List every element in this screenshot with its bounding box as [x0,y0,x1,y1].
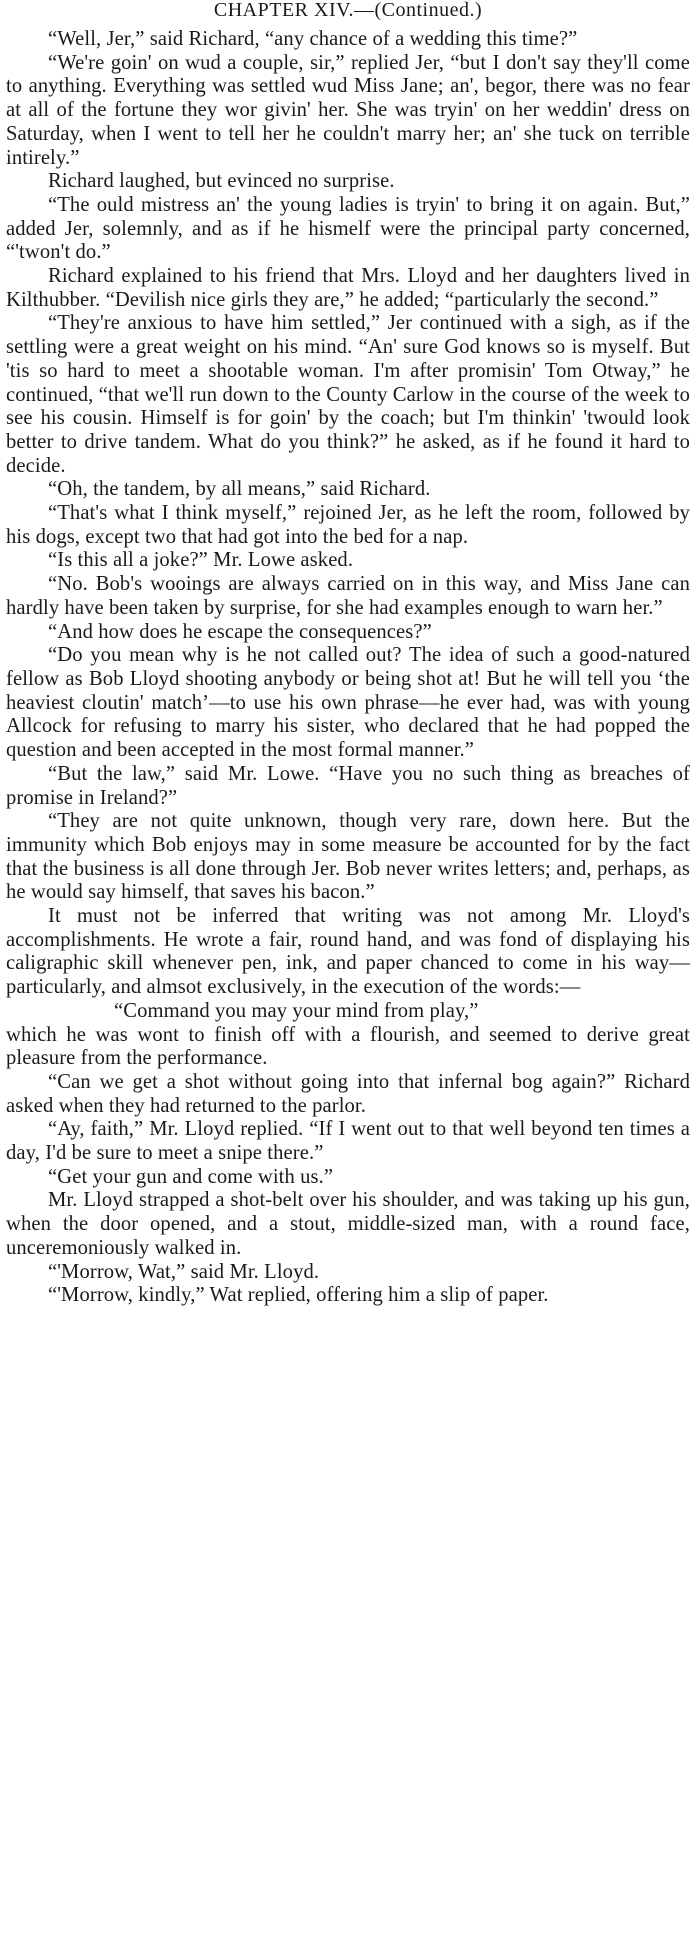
paragraph: “Get your gun and come with us.” [48,1165,334,1188]
paragraph: “'Morrow, kindly,” Wat replied, offering him a slip of paper. [48,1284,549,1307]
paragraph: “'Morrow, Wat,” said Mr. Lloyd. [48,1260,320,1283]
paragraph: “The ould mistress an' the young ladies is tryin' to bring it on again. But,” added Jer, solemnly, and as if he hismelf were the principal party concerned, “'twon't do.” [6,193,690,264]
paragraph: “But the law,” said Mr. Lowe. “Have you no such thing as breaches of promise in Ireland?” [6,762,690,809]
quoted-verse: “Command you may your mind from play,” [114,999,479,1022]
paragraph: Mr. Lloyd strapped a shot-belt over his shoulder, and was taking up his gun, when the door opened, and a stout, middle-sized man, with a round face, unceremoniously walked in. [6,1189,690,1259]
paragraph: “Can we get a shot without going into that infernal bog again?” Richard asked when they had returned to the parlor. [6,1070,690,1117]
chapter-heading: CHAPTER XIV.—(Continued.) [213,0,483,21]
paragraph: “They're anxious to have him settled,” Jer continued with a sigh, as if the settling were a great weight on his mind. “An' sure God knows so is myself. But 'tis so hard to meet a shootable woman. I'm after promisin' Tom Otway,” he continued, “that we'll run down to the County Carlow in the course of the week to see his cousin. Himself is for goin' by the coach; but I'm thinkin' 'twould look better to drive tandem. What do you think?” he asked, as if he found it hard to decide. [6,312,690,477]
paragraph: It must not be inferred that writing was not among Mr. Lloyd's accomplishments. He wrote a fair, round hand, and was fond of displaying his caligraphic skill whenever pen, ink, and paper chanced to come in his way—particularly, and almsot exclusively, in the execution of the words:— [6,905,690,999]
paragraph: “Do you mean why is he not called out? The idea of such a good-natured fellow as Bob Lloyd shooting anybody or being shot at! But he will tell you ‘the heaviest cloutin' match’—to use his own phrase—he ever had, was with young Allcock for refusing to marry his sister, who declared that he had popped the question and been accepted in the most formal manner.” [6,644,690,762]
paragraph: “Well, Jer,” said Richard, “any chance of a wedding this time?” [48,28,578,50]
paragraph: “They are not quite unknown, though very rare, down here. But the immunity which Bob enjoys may in some measure be accounted for by the fact that the business is all done through Jer. Bob never writes letters; and, perhaps, as he would say himself, that saves his bacon.” [6,810,690,904]
paragraph: “Is this all a joke?” Mr. Lowe asked. [48,549,354,572]
paragraph: Richard explained to his friend that Mrs. Lloyd and her daughters lived in Kilthubber. “Devilish nice girls they are,” he added; “particularly the second.” [6,265,690,311]
paragraph: “No. Bob's wooings are always carried on in this way, and Miss Jane can hardly have been taken by surprise, for she had examples enough to warn her.” [6,573,690,619]
paragraph: “And how does he escape the consequences?” [48,620,432,643]
paragraph: “That's what I think myself,” rejoined Jer, as he left the room, followed by his dogs, except two that had got into the bed for a nap. [6,502,690,548]
paragraph: “Oh, the tandem, by all means,” said Richard. [48,478,431,501]
paragraph: which he was wont to finish off with a flourish, and seemed to derive great pleasure from the performance. [6,1023,690,1070]
paragraph: “We're goin' on wud a couple, sir,” replied Jer, “but I don't say they'll come to anything. Everything was settled wud Miss Jane; an', begor, there was no fear at all of the fortune they wor givin' her. She was tryin' on her weddin' dress on Saturday, when I went to tell her he couldn't marry her; an' she tuck on terrible intirely.” [6,51,690,169]
paragraph: “Ay, faith,” Mr. Lloyd replied. “If I went out to that well beyond ten times a day, I'd be sure to meet a snipe there.” [6,1118,690,1165]
paragraph: Richard laughed, but evinced no surprise. [48,170,395,193]
